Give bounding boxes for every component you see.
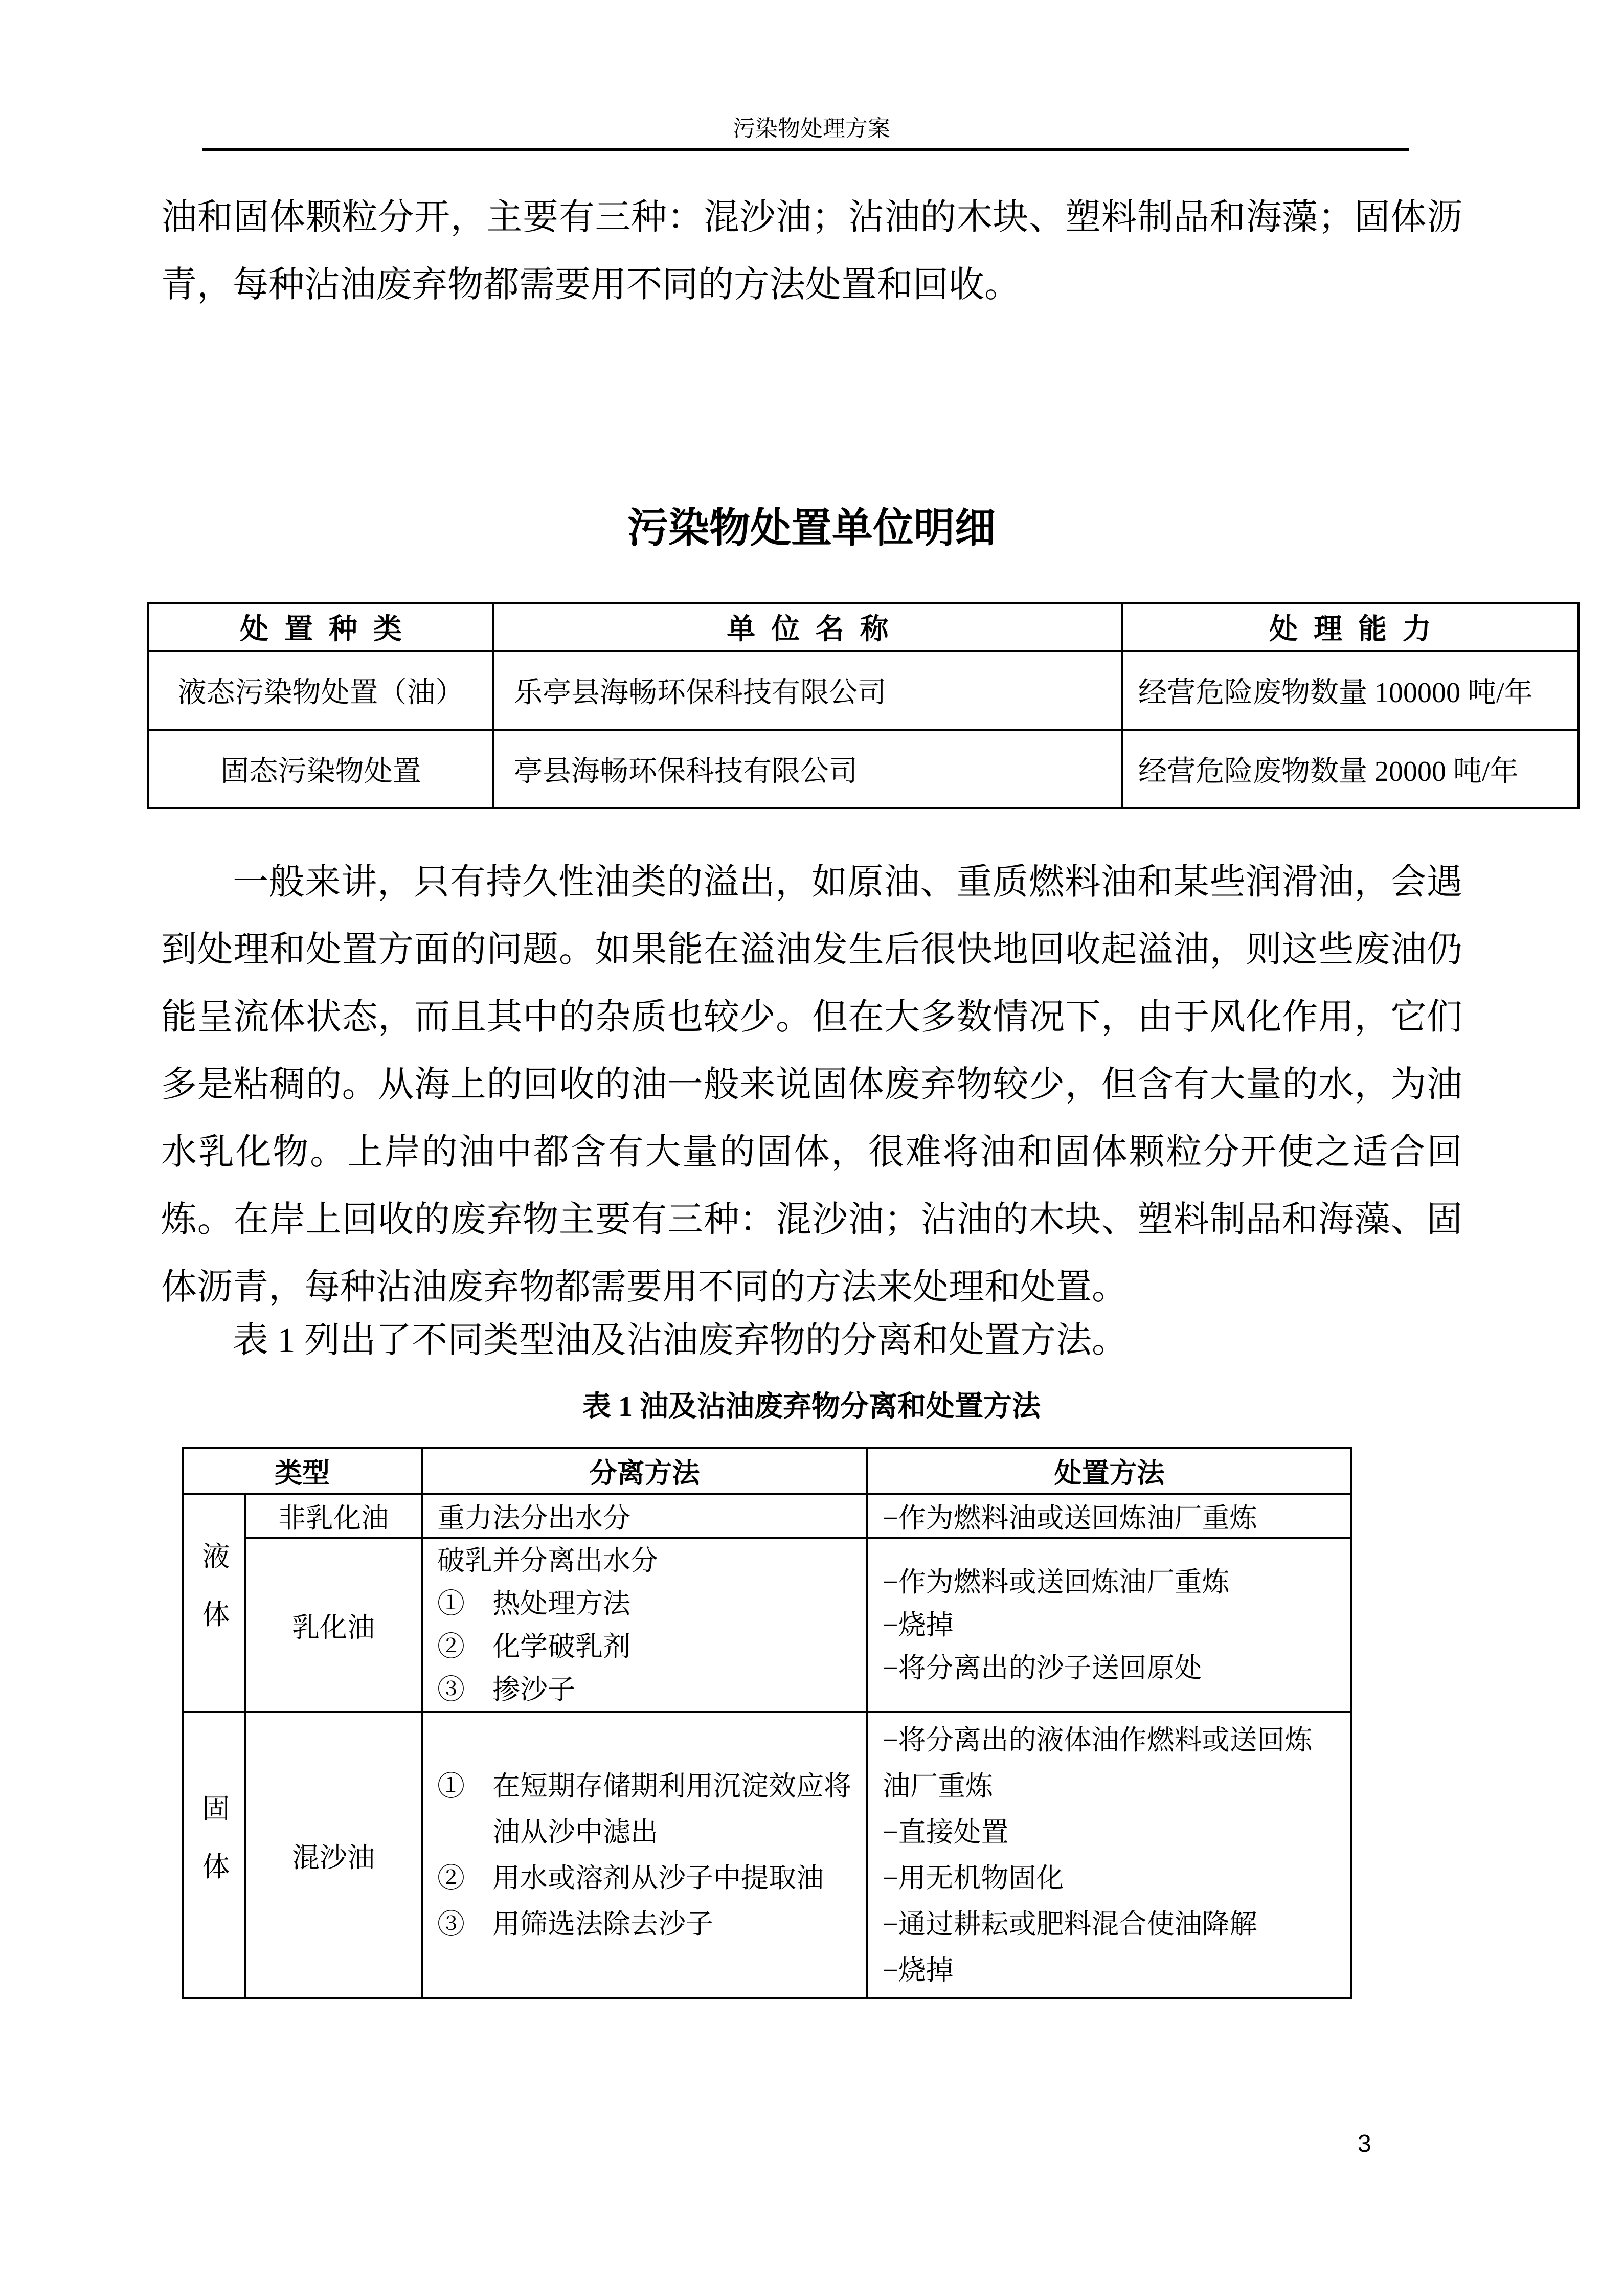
separation-line: ② 用水或溶剂从沙子中提取油	[437, 1863, 824, 1894]
separation-cell	[422, 1538, 867, 1712]
separation-line: 破乳并分离出水分	[437, 1545, 658, 1576]
disposal-line: −直接处置	[883, 1817, 1009, 1848]
disposal-cell	[867, 1712, 1351, 1998]
group-label-solid: 固体	[198, 1794, 229, 1910]
disposal-line: −烧掉	[883, 1955, 954, 1986]
disposal-cell	[867, 1494, 1351, 1538]
table-row	[183, 1712, 1351, 1998]
methods-header-type: 类型	[183, 1448, 422, 1494]
methods-header-separation: 分离方法	[422, 1448, 867, 1494]
separation-line: 重力法分出水分	[437, 1503, 630, 1534]
table-reference-paragraph: 表 1 列出了不同类型油及沾油废弃物的分离和处置方法。	[233, 1321, 1128, 1360]
units-row2-capacity: 经营危险废物数量 20000 吨/年	[1122, 730, 1579, 808]
units-header-category: 处置种类	[148, 603, 493, 651]
table-row	[148, 651, 1579, 730]
intro-paragraph: 油和固体颗粒分开，主要有三种：混沙油；沾油的木块、塑料制品和海藻；固体沥青，每种沾油废弃物都需要用不同的方法处置和回收。	[161, 198, 1462, 305]
units-table	[147, 602, 1580, 809]
table-row	[183, 1538, 1351, 1712]
disposal-line: −将分离出的沙子送回原处	[883, 1653, 1202, 1683]
group-cell-liquid	[183, 1494, 245, 1712]
units-row1-category: 液态污染物处置（油）	[148, 651, 493, 730]
separation-line: ③ 用筛选法除去沙子	[437, 1909, 713, 1940]
group-cell-solid	[183, 1712, 245, 1998]
separation-line: ① 热处理方法	[437, 1588, 630, 1619]
group-label-liquid: 液体	[198, 1541, 229, 1658]
units-row2-category: 固态污染物处置	[148, 730, 493, 808]
disposal-line: −作为燃料油或送回炼油厂重炼	[883, 1503, 1257, 1534]
units-table-header-row	[148, 603, 1579, 651]
separation-cell	[422, 1712, 867, 1998]
page-number: 3	[1358, 2130, 1371, 2157]
units-header-unit-name: 单位名称	[493, 603, 1122, 651]
type-cell-emulsified: 乳化油	[245, 1538, 422, 1712]
running-header-title: 污染物处理方案	[733, 116, 890, 141]
units-row1-unit-name: 乐亭县海畅环保科技有限公司	[493, 651, 1122, 730]
disposal-line: −用无机物固化	[883, 1863, 1064, 1894]
units-row2-unit-name: 亭县海畅环保科技有限公司	[493, 730, 1122, 808]
separation-cell	[422, 1494, 867, 1538]
disposal-line: −作为燃料或送回炼油厂重炼	[883, 1567, 1230, 1597]
disposal-line: −烧掉	[883, 1610, 954, 1640]
methods-table-caption: 表 1 油及沾油废弃物分离和处置方法	[582, 1391, 1041, 1423]
type-cell-nonemulsified: 非乳化油	[245, 1494, 422, 1538]
methods-header-disposal: 处置方法	[867, 1448, 1351, 1494]
section-title: 污染物处置单位明细	[627, 506, 996, 551]
disposal-line: −通过耕耘或肥料混合使油降解	[883, 1909, 1257, 1940]
table-row	[148, 730, 1579, 808]
header-divider-rule	[202, 148, 1409, 151]
disposal-line: −将分离出的液体油作燃料或送回炼油厂重炼	[883, 1725, 1313, 1802]
table-row	[183, 1494, 1351, 1538]
units-row1-capacity: 经营危险废物数量 100000 吨/年	[1122, 651, 1579, 730]
type-cell-oily-sand: 混沙油	[245, 1712, 422, 1998]
separation-line: ① 在短期存储期利用沉淀效应将油从沙中滤出	[437, 1771, 851, 1848]
methods-table	[182, 1447, 1352, 1999]
disposal-cell	[867, 1538, 1351, 1712]
units-header-capacity: 处理能力	[1122, 603, 1579, 651]
body-paragraph: 一般来讲，只有持久性油类的溢出，如原油、重质燃料油和某些润滑油，会遇到处理和处置方面的问题。如果能在溢油发生后很快地回收起溢油，则这些废油仍能呈流体状态，而且其中的杂质也较少。但在大多数情况下，由于风化作用，它们多是粘稠的。从海上的回收的油一般来说固体废弃物较少，但含有大量的水，为油水乳化物。上岸的油中都含有大量的固体，很难将油和固体颗粒分开使之适合回炼。在岸上回收的废弃物主要有三种：混沙油；沾油的木块、塑料制品和海藻、固体沥青，每种沾油废弃物都需要用不同的方法来处理和处置。	[161, 863, 1462, 1307]
separation-line: ③ 掺沙子	[437, 1674, 575, 1705]
methods-table-header-row	[183, 1448, 1351, 1494]
separation-line: ② 化学破乳剂	[437, 1631, 630, 1662]
